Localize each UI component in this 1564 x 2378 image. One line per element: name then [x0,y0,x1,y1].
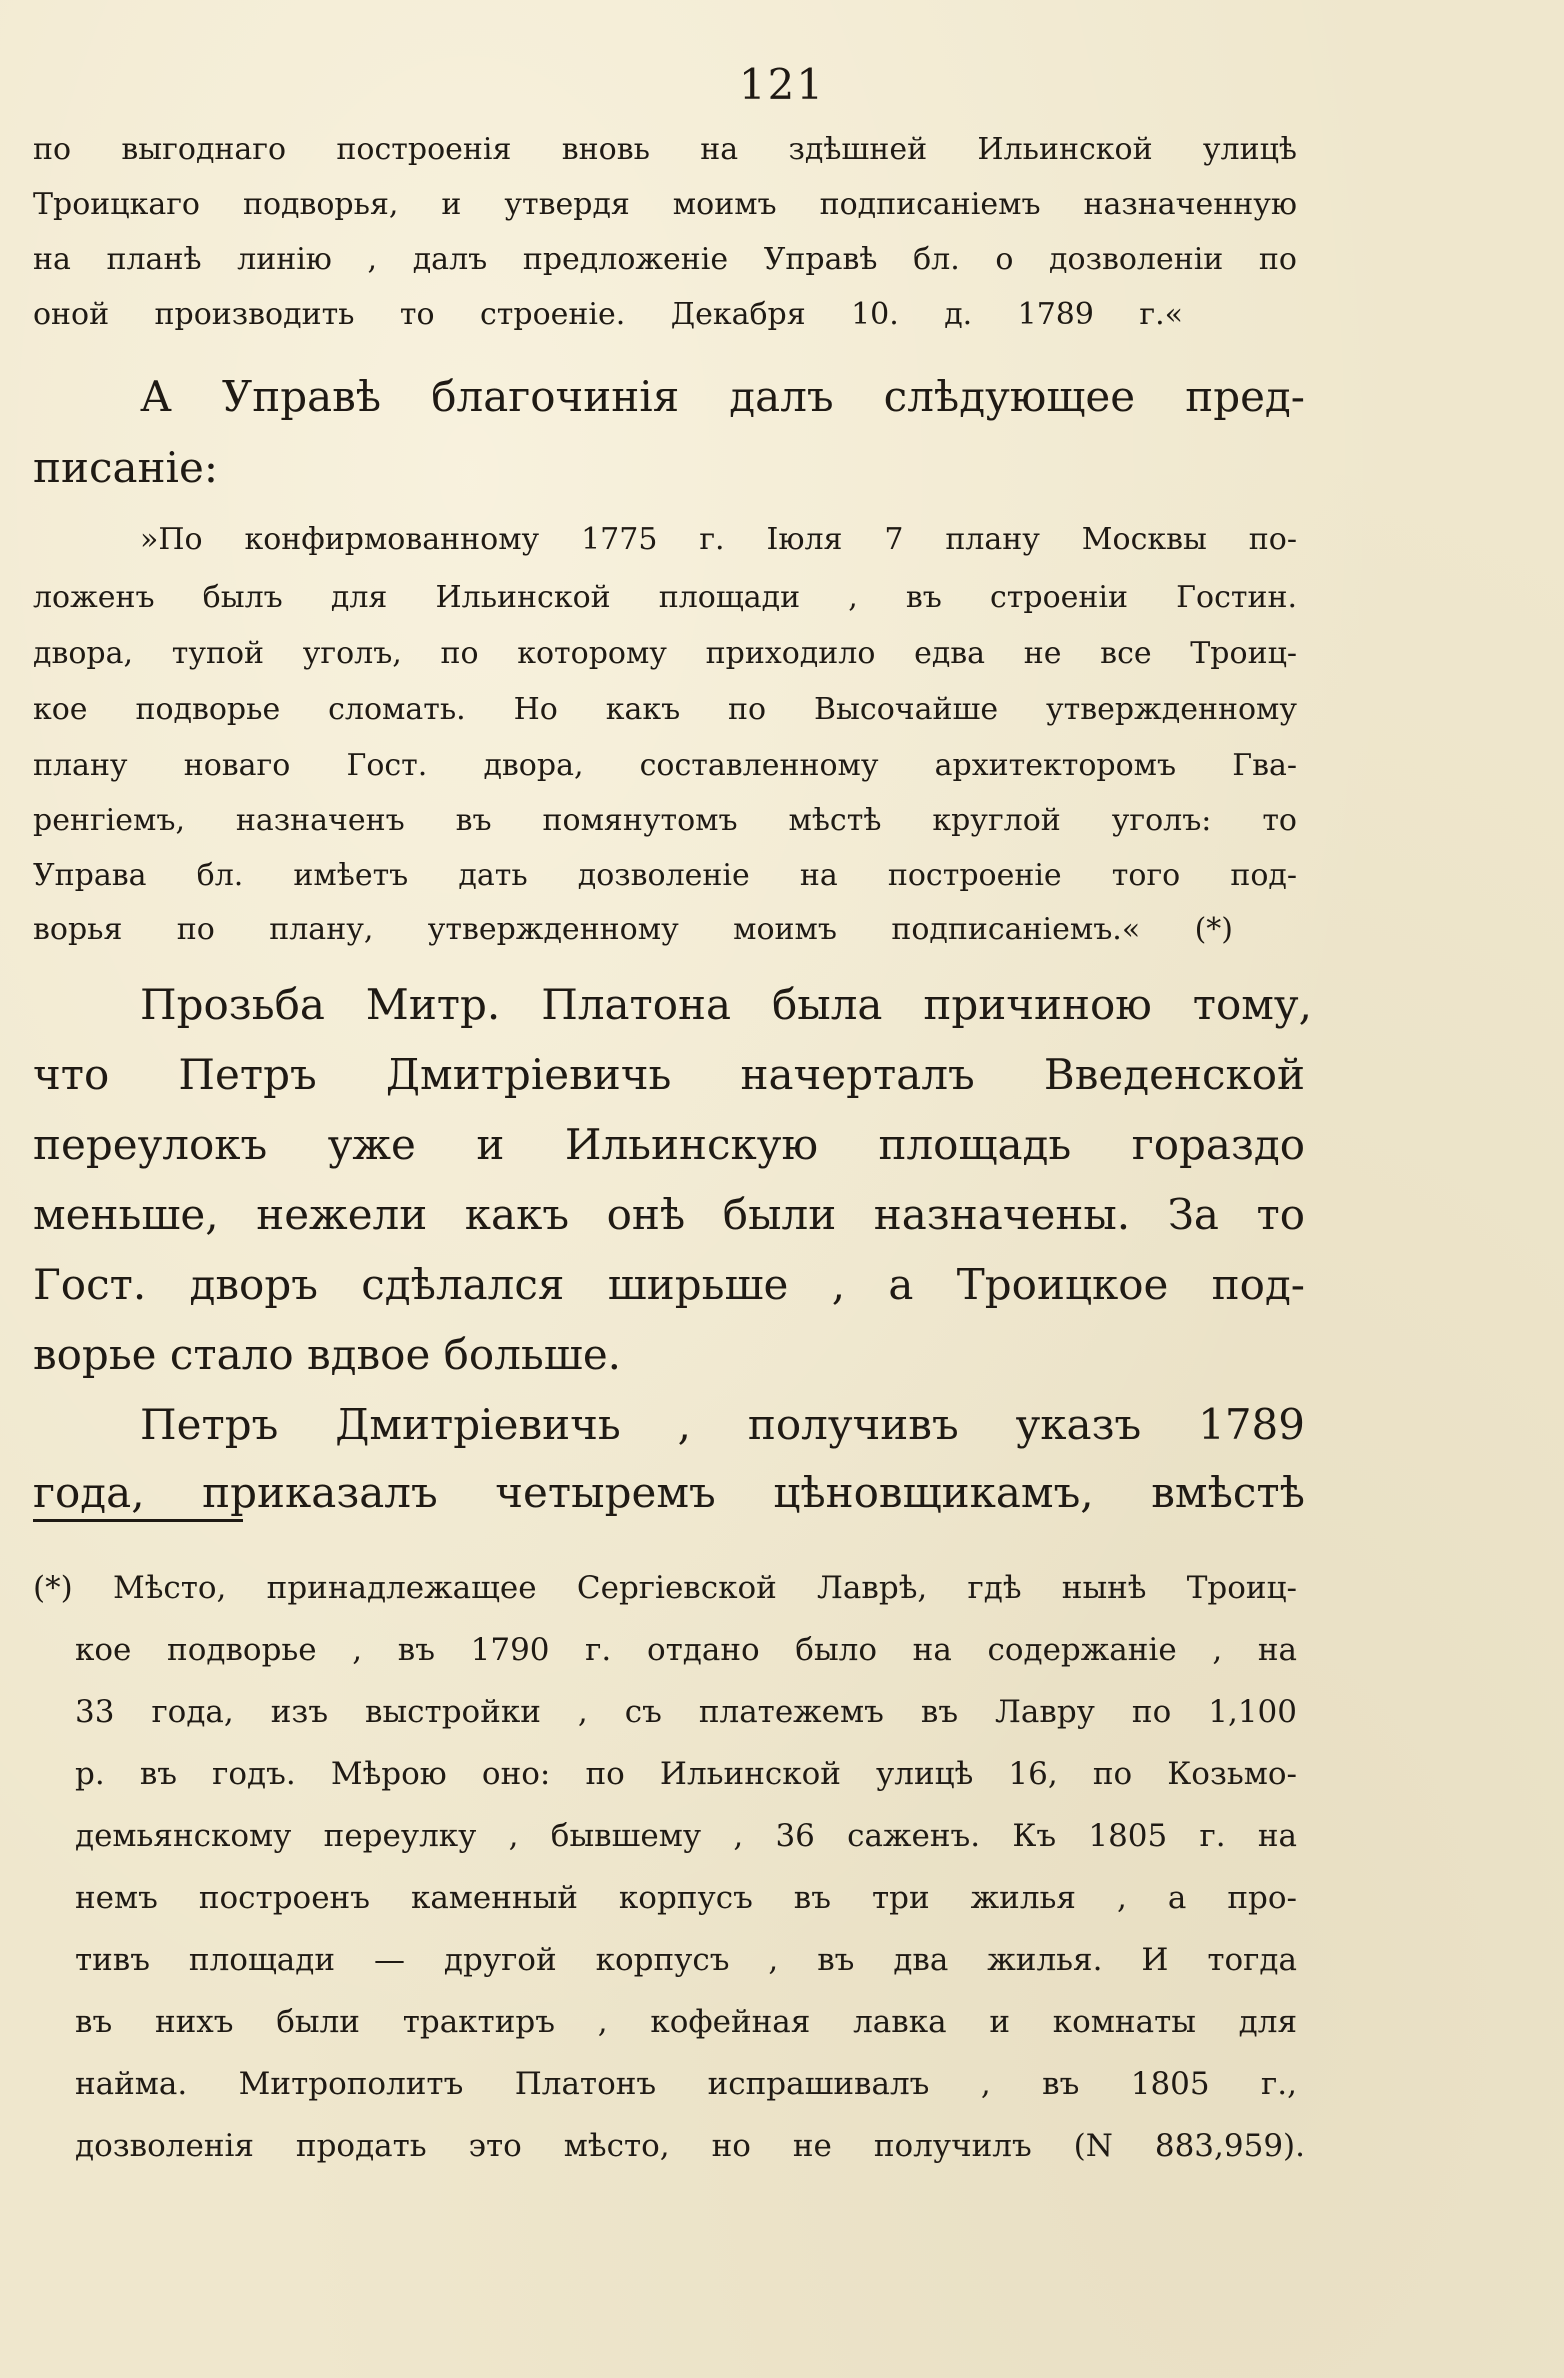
text-line: что Петръ Дмитріевичь начерталъ Введенской [33,1050,1305,1099]
text-line: двора, тупой уголъ, по которому приходило едва не все Троиц- [33,636,1297,671]
text-line: писаніе: [33,443,218,492]
footnote-line: тивъ площади — другой корпусъ , въ два жилья. И тогда [75,1942,1297,1978]
text-line: года, приказалъ четыремъ цѣновщикамъ, вмѣстѣ [33,1468,1305,1517]
text-line: на планѣ линію , далъ предложеніе Управѣ бл. о дозволеніи по [33,242,1297,277]
footnote-separator [33,1519,243,1522]
text-line: по выгоднаго построенія вновь на здѣшней Ильинской улицѣ [33,132,1297,167]
text-line: Гост. дворъ сдѣлался ширьше , а Троицкое под- [33,1260,1305,1309]
footnote-line: 33 года, изъ выстройки , съ платежемъ въ Лавру по 1,100 [75,1694,1297,1730]
text-line: оной производить то строеніе. Декабря 10. д. 1789 г.« [33,297,1183,332]
footnote-line: кое подворье , въ 1790 г. отдано было на содержаніе , на [75,1632,1297,1668]
text-line: Прозьба Митр. Платона была причиною тому, [140,980,1312,1029]
footnote-line: дозволенія продать это мѣсто, но не получилъ (N 883,959). [75,2128,1305,2164]
text-line: Троицкаго подворья, и утвердя моимъ подписаніемъ назначенную [33,187,1297,222]
page-number: 121 [738,60,826,109]
footnote-line: (*) Мѣсто, принадлежащее Сергіевской Лаврѣ, гдѣ нынѣ Троиц- [33,1570,1297,1606]
footnote-line: найма. Митрополитъ Платонъ испрашивалъ , въ 1805 г., [75,2066,1297,2102]
text-line: кое подворье сломать. Но какъ по Высочайше утвержденному [33,692,1297,727]
text-line: Петръ Дмитріевичь , получивъ указъ 1789 [140,1400,1305,1449]
text-line: плану новаго Гост. двора, составленному архитекторомъ Гва- [33,748,1297,783]
text-line: ренгіемъ, назначенъ въ помянутомъ мѣстѣ круглой уголъ: то [33,803,1297,838]
footnote-line: въ нихъ были трактиръ , кофейная лавка и комнаты для [75,2004,1297,2040]
text-line: ворья по плану, утвержденному моимъ подписаніемъ.« (*) [33,912,1233,947]
text-line: ложенъ былъ для Ильинской площади , въ строеніи Гостин. [33,580,1297,615]
footnote-line: немъ построенъ каменный корпусъ въ три жилья , а про- [75,1880,1297,1916]
text-line: А Управѣ благочинія далъ слѣдующее пред- [140,372,1305,421]
text-line: переулокъ уже и Ильинскую площадь гораздо [33,1120,1305,1169]
footnote-line: демьянскому переулку , бывшему , 36 саженъ. Къ 1805 г. на [75,1818,1297,1854]
footnote-line: р. въ годъ. Мѣрою оно: по Ильинской улицѣ 16, по Козьмо- [75,1756,1297,1792]
text-line: Управа бл. имѣетъ дать дозволеніе на построеніе того под- [33,858,1297,893]
text-line: меньше, нежели какъ онѣ были назначены. За то [33,1190,1305,1239]
text-line: ворье стало вдвое больше. [33,1330,622,1379]
text-line: »По конфирмованному 1775 г. Іюля 7 плану Москвы по- [140,522,1297,557]
